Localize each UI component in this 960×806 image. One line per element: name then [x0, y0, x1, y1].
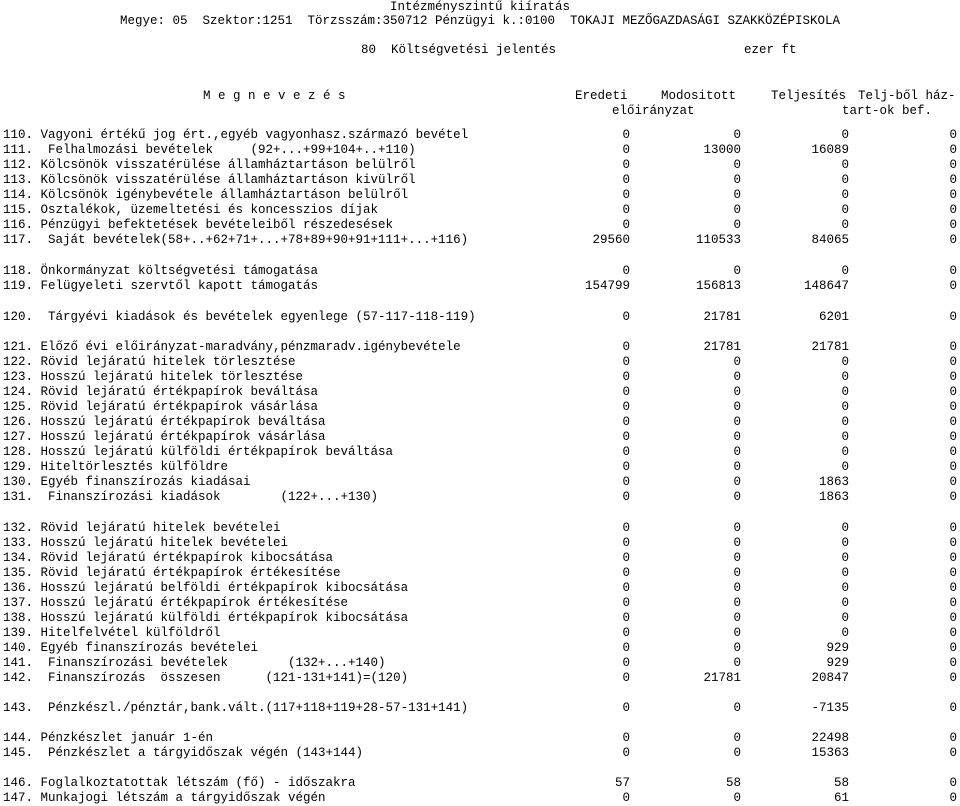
column-header-name: M e g n e v e z é s — [203, 89, 346, 103]
row-value-col2: 13000 — [703, 143, 741, 157]
row-value-col2: 0 — [733, 581, 741, 595]
row-value-col2: 0 — [733, 521, 741, 535]
row-label: 142. Finanszírozás összesen (121-131+141)=(120) — [3, 671, 409, 685]
row-label: 127. Hosszú lejáratú értékpapírok vásárlása — [3, 430, 326, 444]
table-row — [0, 566, 960, 581]
row-value-col3: 0 — [841, 596, 849, 610]
table-row — [0, 355, 960, 370]
row-label: 117. Saját bevételek(58+..+62+71+...+78+89+90+91+111+...+116) — [3, 233, 469, 247]
row-label: 129. Hiteltörlesztés külföldre — [3, 460, 229, 474]
row-value-col2: 0 — [733, 490, 741, 504]
table-row — [0, 233, 960, 248]
column-header-eloiranyzat: előirányzat — [612, 104, 695, 118]
row-value-col4: 0 — [949, 158, 957, 172]
row-value-col2: 21781 — [703, 310, 741, 324]
row-value-col2: 0 — [733, 203, 741, 217]
row-value-col4: 0 — [949, 310, 957, 324]
row-value-col3: 0 — [841, 264, 849, 278]
row-value-col1: 0 — [622, 656, 630, 670]
row-value-col1: 0 — [622, 355, 630, 369]
row-value-col1: 0 — [622, 173, 630, 187]
row-value-col3: 0 — [841, 430, 849, 444]
row-value-col4: 0 — [949, 445, 957, 459]
row-value-col3: 84065 — [811, 233, 849, 247]
row-value-col1: 154799 — [584, 279, 630, 293]
row-value-col3: 1863 — [818, 475, 849, 489]
row-label: 113. Kölcsönök visszatérülése államháztartáson kivülről — [3, 173, 416, 187]
row-value-col1: 0 — [622, 218, 630, 232]
table-row — [0, 731, 960, 746]
table-row — [0, 218, 960, 233]
row-value-col2: 0 — [733, 475, 741, 489]
row-value-col3: 16089 — [811, 143, 849, 157]
row-value-col2: 0 — [733, 566, 741, 580]
table-row — [0, 641, 960, 656]
row-value-col1: 0 — [622, 264, 630, 278]
unit-label: ezer ft — [744, 43, 797, 57]
row-value-col3: 0 — [841, 626, 849, 640]
row-value-col2: 0 — [733, 385, 741, 399]
row-value-col4: 0 — [949, 641, 957, 655]
institution-info: Megye: 05 Szektor:1251 Törzsszám:350712 Pénzügyi k.:0100 TOKAJI MEZŐGAZDASÁGI SZAKKÖZÉPISKOLA — [119, 14, 841, 28]
row-value-col2: 0 — [733, 355, 741, 369]
row-label: 132. Rövid lejáratú hitelek bevételei — [3, 521, 281, 535]
row-value-col1: 0 — [622, 415, 630, 429]
row-value-col1: 0 — [622, 731, 630, 745]
table-row — [0, 128, 960, 143]
row-value-col2: 0 — [733, 430, 741, 444]
table-row — [0, 430, 960, 445]
row-value-col2: 0 — [733, 264, 741, 278]
row-value-col3: 0 — [841, 415, 849, 429]
row-value-col4: 0 — [949, 656, 957, 670]
row-value-col4: 0 — [949, 521, 957, 535]
row-value-col4: 0 — [949, 233, 957, 247]
column-header-teljesites: Teljesítés — [771, 89, 847, 103]
row-value-col2: 0 — [733, 596, 741, 610]
row-label: 146. Foglalkoztatottak létszám (fő) - időszakra — [3, 776, 356, 790]
row-value-col1: 0 — [622, 128, 630, 142]
table-row — [0, 415, 960, 430]
row-value-col2: 0 — [733, 218, 741, 232]
table-row — [0, 203, 960, 218]
column-header-teljbol: Telj-ből ház- — [858, 89, 956, 103]
row-label: 121. Előző évi előirányzat-maradvány,pénzmaradv.igénybevétele — [3, 340, 461, 354]
row-label: 125. Rövid lejáratú értékpapírok vásárlása — [3, 400, 319, 414]
row-value-col2: 0 — [733, 400, 741, 414]
row-value-col3: 0 — [841, 370, 849, 384]
row-value-col1: 0 — [622, 340, 630, 354]
table-row — [0, 460, 960, 475]
row-label: 136. Hosszú lejáratú belföldi értékpapírok kibocsátása — [3, 581, 409, 595]
column-header-eredeti: Eredeti — [575, 89, 628, 103]
row-value-col1: 0 — [622, 671, 630, 685]
row-label: 135. Rövid lejáratú értékpapírok értékesítése — [3, 566, 341, 580]
row-value-col1: 0 — [622, 701, 630, 715]
table-row — [0, 188, 960, 203]
row-label: 115. Osztalékok, üzemeltetési és koncesszios díjak — [3, 203, 379, 217]
table-row — [0, 340, 960, 355]
row-value-col2: 0 — [733, 445, 741, 459]
row-value-col4: 0 — [949, 551, 957, 565]
row-value-col4: 0 — [949, 475, 957, 489]
row-value-col3: 0 — [841, 128, 849, 142]
row-value-col3: 0 — [841, 203, 849, 217]
row-value-col4: 0 — [949, 536, 957, 550]
row-value-col4: 0 — [949, 701, 957, 715]
table-row — [0, 656, 960, 671]
table-row — [0, 626, 960, 641]
row-value-col4: 0 — [949, 791, 957, 805]
row-value-col4: 0 — [949, 460, 957, 474]
row-value-col1: 0 — [622, 641, 630, 655]
row-value-col1: 0 — [622, 445, 630, 459]
row-value-col4: 0 — [949, 279, 957, 293]
table-row — [0, 490, 960, 505]
row-value-col2: 110533 — [695, 233, 741, 247]
row-label: 124. Rövid lejáratú értékpapírok beváltása — [3, 385, 319, 399]
row-value-col4: 0 — [949, 671, 957, 685]
row-value-col1: 0 — [622, 581, 630, 595]
row-value-col3: 21781 — [811, 340, 849, 354]
table-row — [0, 521, 960, 536]
row-value-col4: 0 — [949, 430, 957, 444]
table-row — [0, 536, 960, 551]
row-value-col4: 0 — [949, 340, 957, 354]
row-value-col3: 0 — [841, 173, 849, 187]
row-value-col3: 0 — [841, 536, 849, 550]
row-value-col2: 58 — [725, 776, 741, 790]
row-value-col2: 0 — [733, 551, 741, 565]
row-value-col4: 0 — [949, 566, 957, 580]
row-value-col4: 0 — [949, 173, 957, 187]
row-label: 122. Rövid lejáratú hitelek törlesztése — [3, 355, 296, 369]
row-value-col1: 0 — [622, 385, 630, 399]
row-value-col1: 0 — [622, 203, 630, 217]
row-value-col1: 0 — [622, 521, 630, 535]
row-value-col2: 0 — [733, 611, 741, 625]
row-value-col2: 0 — [733, 188, 741, 202]
row-value-col1: 0 — [622, 791, 630, 805]
table-row — [0, 746, 960, 761]
report-title: Intézményszintű kiíratás — [389, 0, 571, 14]
row-value-col1: 0 — [622, 626, 630, 640]
row-value-col3: 929 — [826, 641, 849, 655]
row-value-col2: 0 — [733, 158, 741, 172]
row-value-col2: 0 — [733, 641, 741, 655]
table-row — [0, 551, 960, 566]
row-value-col1: 0 — [622, 596, 630, 610]
row-value-col3: 0 — [841, 551, 849, 565]
table-row — [0, 596, 960, 611]
table-row — [0, 264, 960, 279]
row-value-col4: 0 — [949, 370, 957, 384]
row-value-col1: 0 — [622, 143, 630, 157]
row-value-col3: 0 — [841, 566, 849, 580]
row-value-col3: 0 — [841, 521, 849, 535]
table-row — [0, 776, 960, 791]
row-label: 119. Felügyeleti szervtől kapott támogatás — [3, 279, 319, 293]
row-value-col1: 0 — [622, 551, 630, 565]
row-value-col1: 0 — [622, 430, 630, 444]
table-row — [0, 581, 960, 596]
row-label: 144. Pénzkészlet január 1-én — [3, 731, 214, 745]
report-name: 80 Költségvetési jelentés — [361, 43, 557, 57]
table-row — [0, 370, 960, 385]
row-value-col2: 0 — [733, 701, 741, 715]
table-row — [0, 701, 960, 716]
table-row — [0, 173, 960, 188]
row-value-col1: 0 — [622, 460, 630, 474]
row-value-col3: 15363 — [811, 746, 849, 760]
row-value-col3: 0 — [841, 460, 849, 474]
row-label: 130. Egyéb finanszírozás kiadásai — [3, 475, 251, 489]
row-value-col4: 0 — [949, 355, 957, 369]
row-value-col3: 0 — [841, 611, 849, 625]
row-value-col4: 0 — [949, 581, 957, 595]
row-value-col1: 0 — [622, 566, 630, 580]
row-value-col1: 0 — [622, 370, 630, 384]
row-value-col3: 0 — [841, 581, 849, 595]
row-value-col2: 0 — [733, 173, 741, 187]
row-label: 147. Munkajogi létszám a tárgyidőszak végén — [3, 791, 326, 805]
row-value-col1: 0 — [622, 611, 630, 625]
row-value-col4: 0 — [949, 400, 957, 414]
row-label: 120. Tárgyévi kiadások és bevételek egyenlege (57-117-118-119) — [3, 310, 476, 324]
row-label: 111. Felhalmozási bevételek (92+...+99+104+..+110) — [3, 143, 416, 157]
row-value-col2: 0 — [733, 746, 741, 760]
table-row — [0, 445, 960, 460]
column-header-tartok: tart-ok bef. — [842, 104, 933, 118]
table-row — [0, 279, 960, 294]
row-label: 110. Vagyoni értékű jog ért.,egyéb vagyonhasz.származó bevétel — [3, 128, 469, 142]
row-label: 141. Finanszírozási bevételek (132+...+140) — [3, 656, 386, 670]
row-value-col3: 20847 — [811, 671, 849, 685]
row-value-col4: 0 — [949, 188, 957, 202]
row-label: 133. Hosszú lejáratú hitelek bevételei — [3, 536, 289, 550]
row-value-col3: 0 — [841, 218, 849, 232]
row-value-col4: 0 — [949, 611, 957, 625]
row-value-col2: 0 — [733, 791, 741, 805]
row-label: 145. Pénzkészlet a tárgyidőszak végén (143+144) — [3, 746, 364, 760]
row-value-col2: 21781 — [703, 340, 741, 354]
row-value-col2: 0 — [733, 656, 741, 670]
row-label: 143. Pénzkészl./pénztár,bank.vált.(117+118+119+28-57-131+141) — [3, 701, 469, 715]
row-value-col1: 0 — [622, 746, 630, 760]
row-label: 131. Finanszírozási kiadások (122+...+130) — [3, 490, 379, 504]
row-value-col4: 0 — [949, 203, 957, 217]
row-label: 123. Hosszú lejáratú hitelek törlesztése — [3, 370, 304, 384]
row-value-col4: 0 — [949, 128, 957, 142]
row-label: 112. Kölcsönök visszatérülése államháztartáson belülről — [3, 158, 416, 172]
row-label: 134. Rövid lejáratú értékpapírok kibocsátása — [3, 551, 334, 565]
row-value-col1: 0 — [622, 400, 630, 414]
row-value-col3: 0 — [841, 188, 849, 202]
row-label: 138. Hosszú lejáratú külföldi értékpapírok kibocsátása — [3, 611, 409, 625]
row-value-col2: 0 — [733, 626, 741, 640]
row-value-col2: 0 — [733, 460, 741, 474]
row-value-col3: 929 — [826, 656, 849, 670]
row-value-col4: 0 — [949, 143, 957, 157]
row-value-col3: 1863 — [818, 490, 849, 504]
table-row — [0, 400, 960, 415]
row-value-col3: 0 — [841, 445, 849, 459]
row-value-col4: 0 — [949, 385, 957, 399]
row-value-col1: 57 — [614, 776, 630, 790]
row-label: 126. Hosszú lejáratú értékpapírok beváltása — [3, 415, 326, 429]
table-row — [0, 310, 960, 325]
row-value-col1: 0 — [622, 188, 630, 202]
table-row — [0, 791, 960, 806]
row-value-col1: 0 — [622, 536, 630, 550]
row-value-col4: 0 — [949, 490, 957, 504]
row-value-col3: 22498 — [811, 731, 849, 745]
row-value-col4: 0 — [949, 218, 957, 232]
table-row — [0, 158, 960, 173]
row-value-col4: 0 — [949, 596, 957, 610]
row-value-col1: 0 — [622, 490, 630, 504]
row-value-col3: 61 — [833, 791, 849, 805]
row-value-col1: 0 — [622, 475, 630, 489]
row-value-col3: 0 — [841, 355, 849, 369]
table-row — [0, 385, 960, 400]
row-label: 114. Kölcsönök igénybevétele államháztartáson belülről — [3, 188, 409, 202]
row-value-col3: 148647 — [803, 279, 849, 293]
row-value-col3: 0 — [841, 400, 849, 414]
row-value-col3: -7135 — [811, 701, 849, 715]
table-row — [0, 671, 960, 686]
table-row — [0, 611, 960, 626]
row-value-col2: 0 — [733, 536, 741, 550]
row-value-col4: 0 — [949, 731, 957, 745]
row-value-col2: 21781 — [703, 671, 741, 685]
row-value-col2: 0 — [733, 370, 741, 384]
column-header-modositott: Modositott — [661, 89, 737, 103]
row-value-col3: 0 — [841, 158, 849, 172]
row-value-col1: 0 — [622, 158, 630, 172]
row-value-col2: 156813 — [695, 279, 741, 293]
row-label: 116. Pénzügyi befektetések bevételeiből részedesések — [3, 218, 394, 232]
row-value-col2: 0 — [733, 731, 741, 745]
row-value-col4: 0 — [949, 415, 957, 429]
row-value-col4: 0 — [949, 626, 957, 640]
table-row — [0, 475, 960, 490]
row-value-col1: 29560 — [592, 233, 630, 247]
row-value-col4: 0 — [949, 264, 957, 278]
row-value-col3: 6201 — [818, 310, 849, 324]
row-label: 128. Hosszú lejáratú külföldi értékpapírok beváltása — [3, 445, 394, 459]
row-value-col3: 58 — [833, 776, 849, 790]
row-label: 139. Hitelfelvétel külföldről — [3, 626, 221, 640]
row-label: 118. Önkormányzat költségvetési támogatása — [3, 264, 319, 278]
row-value-col4: 0 — [949, 776, 957, 790]
row-value-col1: 0 — [622, 310, 630, 324]
row-value-col4: 0 — [949, 746, 957, 760]
row-label: 140. Egyéb finanszírozás bevételei — [3, 641, 259, 655]
row-label: 137. Hosszú lejáratú értékpapírok értékesítése — [3, 596, 349, 610]
row-value-col3: 0 — [841, 385, 849, 399]
row-value-col2: 0 — [733, 415, 741, 429]
table-row — [0, 143, 960, 158]
row-value-col2: 0 — [733, 128, 741, 142]
